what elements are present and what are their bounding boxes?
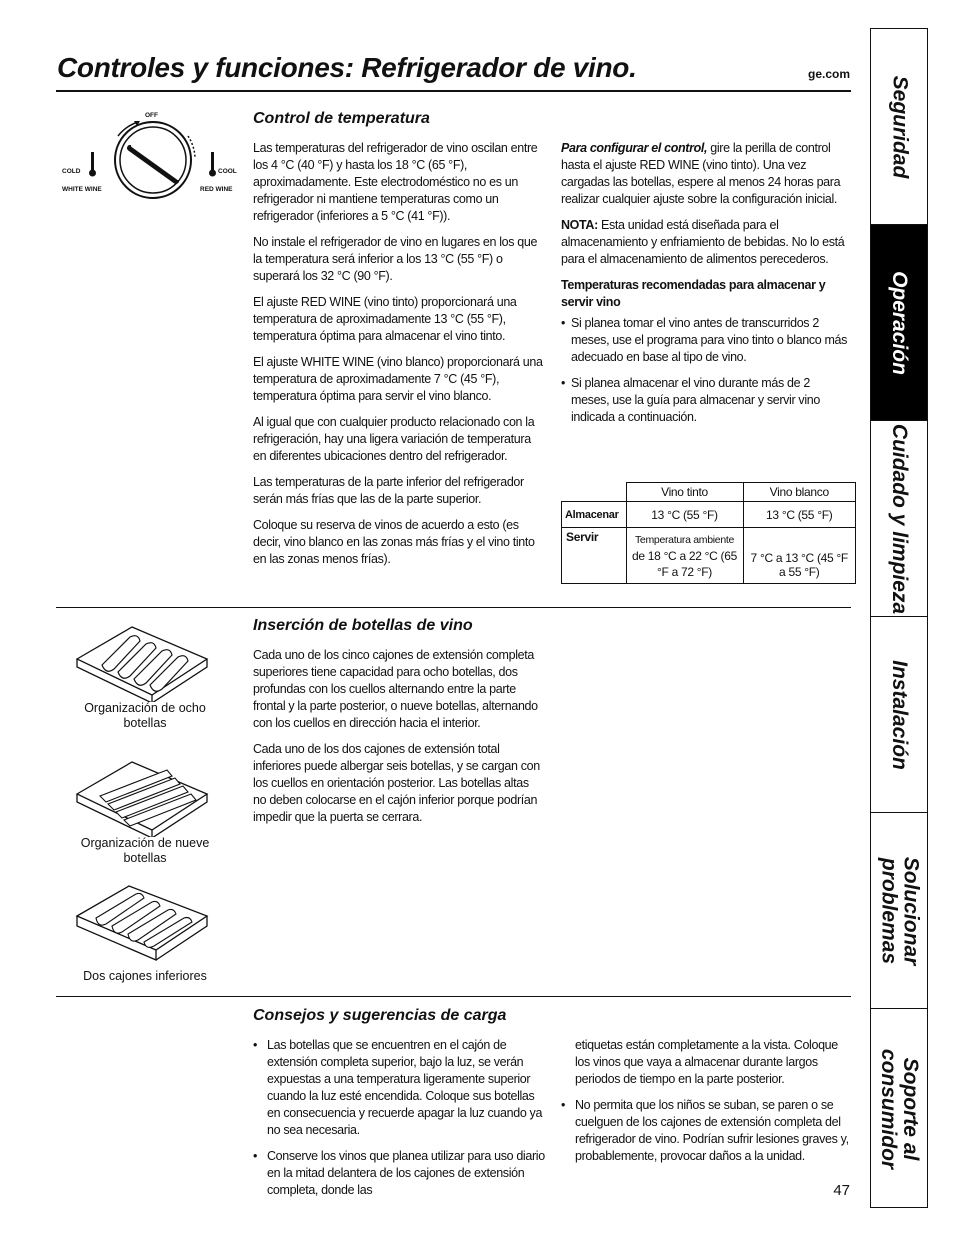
paragraph: El ajuste WHITE WINE (vino blanco) proporcionará una temperatura de aproximadamente 7 °C (45 °F), temperatura óptima para servir el vino blanco.	[253, 355, 543, 403]
bottom-drawers-illustration	[74, 884, 214, 964]
temperature-dial-illustration	[60, 108, 245, 203]
list-item: • Conserve los vinos que planea utilizar para uso diario en la mitad delantera de los cajones de extensión completa, donde las	[253, 1148, 545, 1199]
list-item: • Si planea almacenar el vino durante más de 2 meses, use la guía para almacenar y servir vino indicada a continuación.	[561, 375, 851, 426]
configuration-text	[561, 140, 851, 435]
paragraph: El ajuste RED WINE (vino tinto) proporcionará una temperatura de aproximadamente 13 °C (55 °F), temperatura óptima para almacenar el vino tinto.	[253, 295, 517, 343]
serve-white-cell: 7 °C a 13 °C (45 °F a 55 °F)	[743, 528, 856, 584]
serve-red-cell	[626, 528, 743, 584]
store-red-cell: 13 °C (55 °F)	[626, 502, 743, 528]
dial-cold-label: COLD	[62, 168, 81, 175]
eight-bottle-rack-illustration	[72, 617, 212, 702]
table-corner	[562, 483, 627, 502]
loading-tips-list	[253, 1037, 545, 1199]
tab-label: Solucionar problemas	[877, 856, 922, 966]
column-header-red: Vino tinto	[626, 483, 743, 502]
tab-instalacion[interactable]	[871, 616, 927, 813]
dial-white-wine-label: WHITE WINE	[62, 186, 102, 193]
dial-red-wine-label: RED WINE	[200, 186, 233, 193]
tab-cuidado-y-limpieza[interactable]	[871, 420, 927, 617]
caption-nine-bottles: Organización de nueve botellas	[80, 836, 210, 865]
nine-bottle-rack-illustration	[72, 752, 212, 837]
paragraph: Las temperaturas de la parte inferior del refrigerador serán más frías que las de la parte superior.	[253, 475, 524, 506]
tab-label: Operación	[888, 271, 911, 375]
row-label-store: Almacenar	[562, 502, 627, 528]
cool-thermometer-icon	[209, 152, 216, 177]
serve-red-value: de 18 °C a 22 °C (65 °F a 72 °F)	[632, 548, 737, 579]
list-item: • Las botellas que se encuentren en el cajón de extensión completa superior, bajo la luz, se verán expuestas a una temperatura ligeramente superior cuando la luz esté encendida. Coloque sus botellas en consecuencia y recuerde apagar la luz cuando ya no sea necesaria.	[253, 1037, 545, 1139]
loading-tips-left	[253, 1037, 545, 1208]
section-heading-temperature-control: Control de temperatura	[253, 110, 430, 127]
section-divider	[56, 996, 851, 997]
loading-tips-right	[561, 1037, 853, 1174]
config-paragraph	[561, 140, 851, 208]
tab-operacion[interactable]	[871, 224, 927, 421]
dial-cool-label: COOL	[218, 168, 237, 175]
tab-seguridad[interactable]	[871, 29, 927, 224]
paragraph: Las temperaturas del refrigerador de vino oscilan entre los 4 °C (40 °F) y hasta los 18 °C (65 °F), aproximadamente. Este electrodoméstico no es un refrigerador ni mantiene temperaturas como un refrigerador (inferiores a 5 °C (41 °F)).	[253, 141, 538, 223]
continuation-text: etiquetas están completamente a la vista. Coloque los vinos que vaya a almacenar durante largos periodos de tiempo en la parte posterior.	[575, 1038, 838, 1086]
temperature-control-text	[253, 140, 545, 577]
page-number: 47	[833, 1182, 850, 1199]
section-heading-bottle-insertion: Inserción de botellas de vino	[253, 617, 473, 634]
tab-label: Cuidado y limpieza	[888, 423, 912, 615]
paragraph: Coloque su reserva de vinos de acuerdo a esto (es decir, vino blanco en las zonas más frías y el vino tinto en las zonas menos frías).	[253, 518, 535, 566]
note-text: Esta unidad está diseñada para el almacenamiento y enfriamiento de bebidas. No lo está para el almacenamiento de alimentos perecederos.	[561, 218, 845, 266]
paragraph: Al igual que con cualquier producto relacionado con la refrigeración, hay una ligera variación de temperatura en diferentes ubicaciones dentro del refrigerador.	[253, 415, 535, 463]
dial-off-label: OFF	[145, 112, 158, 119]
header-rule	[56, 90, 851, 92]
table-row	[562, 528, 856, 584]
cold-thermometer-icon	[89, 152, 96, 177]
caption-eight-bottles: Organización de ocho botellas	[84, 701, 206, 730]
recommended-temps-heading: Temperaturas recomendadas para almacenar y servir vino	[561, 278, 826, 309]
table-row	[562, 502, 856, 528]
section-heading-loading-tips: Consejos y sugerencias de carga	[253, 1007, 507, 1024]
paragraph: Cada uno de los dos cajones de extensión total inferiores puede albergar seis botellas, y se cargan con los cuellos en orientación posterior. Las botellas altas no deben colocarse en el cajón inferior porque podrían impedir que la puerta se cerrara.	[253, 742, 540, 824]
tab-solucionar-problemas[interactable]	[871, 812, 927, 1009]
config-lead: Para configurar el control,	[561, 141, 708, 155]
row-label-serve: Servir	[562, 528, 627, 584]
recommended-temps-list	[561, 315, 851, 426]
loading-tips-list-right	[561, 1097, 853, 1165]
note-lead: NOTA:	[561, 218, 598, 232]
config-text: gire la perilla de control hasta el ajuste RED WINE (vino tinto). Una vez cargadas las botellas, espere al menos 24 horas para realizar cualquier ajuste sobre la configuración inicial.	[561, 141, 841, 206]
wine-temperature-table	[561, 482, 856, 584]
caption-bottom-drawers: Dos cajones inferiores	[83, 969, 207, 983]
section-divider	[56, 607, 851, 608]
section-tabs	[870, 28, 928, 1208]
tab-label: Soporte al consumidor	[877, 1048, 923, 1169]
list-item: • Si planea tomar el vino antes de transcurridos 2 meses, use el programa para vino tinto o blanco más adecuado en base al tipo de vino.	[561, 315, 851, 366]
tab-label: Instalación	[888, 660, 912, 770]
site-url: ge.com	[807, 67, 850, 81]
tab-label: Seguridad	[888, 75, 911, 178]
note-paragraph	[561, 217, 851, 268]
table-header-row	[562, 483, 856, 502]
paragraph: No instale el refrigerador de vino en lugares en los que la temperatura será inferior a los 13 °C (55 °F) o superará los 32 °C (90 °F).	[253, 235, 538, 283]
serve-red-small: Temperatura ambiente	[634, 533, 735, 546]
tab-soporte-al-consumidor[interactable]	[871, 1008, 927, 1208]
page-title: Controles y funciones: Refrigerador de vino.	[57, 52, 637, 83]
store-white-cell: 13 °C (55 °F)	[743, 502, 856, 528]
column-header-white: Vino blanco	[743, 483, 856, 502]
bottle-insertion-text	[253, 647, 545, 835]
paragraph: Cada uno de los cinco cajones de extensión completa superiores tiene capacidad para ocho botellas, dos profundas con los cuellos alternando entre la parte frontal y la parte posterior, o nueve botellas, alternando con los cuellos en dirección hacia el interior.	[253, 648, 538, 730]
list-item: • No permita que los niños se suban, se paren o se cuelguen de los cajones de extensión completa del refrigerador de vino. Podrían sufrir lesiones graves y, probablemente, provocar daños a la unidad.	[561, 1097, 853, 1165]
